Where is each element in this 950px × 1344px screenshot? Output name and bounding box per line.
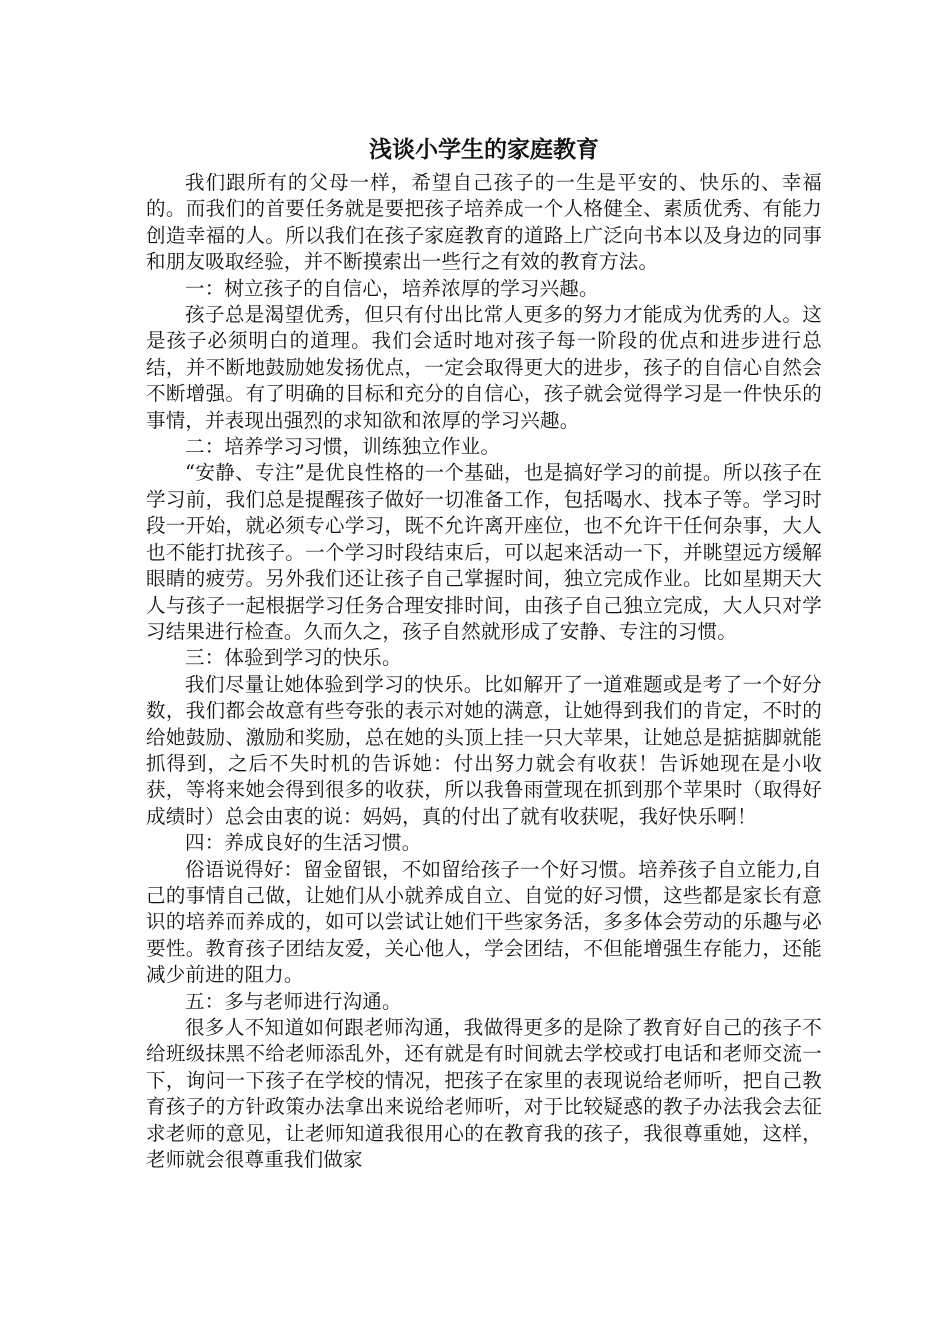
paragraph-section-5: 很多人不知道如何跟老师沟通，我做得更多的是除了教育好自己的孩子不给班级抹黑不给老师添乱外，还有就是有时间就去学校或打电话和老师交流一下，询问一下孩子在学校的情况，把孩子在家里的表现说给老师听，把自己教育孩子的方针政策办法拿出来说给老师听，对于比较疑惑的教子办法我会去征求老师的意见，让老师知道我很用心的在教育我的孩子，我很尊重她，这样，老师就会很尊重我们做家 xyxy=(146,1016,822,1172)
section-heading-2: 二：培养学习习惯，训练独立作业。 xyxy=(185,435,501,459)
paragraph-section-2: “安静、专注”是优良性格的一个基础，也是搞好学习的前提。所以孩子在学习前，我们总是提醒孩子做好一切准备工作，包括喝水、找本子等。学习时段一开始，就必须专心学习，既不允许离开座位，也不允许干任何杂事，大人也不能打扰孩子。一个学习时段结束后，可以起来活动一下，并眺望远方缓解眼睛的疲劳。另外我们还让孩子自己掌握时间，独立完成作业。比如星期天大人与孩子一起根据学习任务合理安排时间，由孩子自己独立完成，大人只对学习结果进行检查。久而久之，孩子自然就形成了安静、专注的习惯。 xyxy=(146,461,822,643)
section-heading-1: 一：树立孩子的自信心，培养浓厚的学习兴趣。 xyxy=(185,276,599,300)
section-heading-5: 五：多与老师进行沟通。 xyxy=(185,989,402,1013)
section-heading-4: 四：养成良好的生活习惯。 xyxy=(185,831,422,855)
paragraph-section-4: 俗语说得好：留金留银，不如留给孩子一个好习惯。培养孩子自立能力,自己的事情自己做，让她们从小就养成自立、自觉的好习惯，这些都是家长有意识的培养而养成的，如可以尝试让她们干些家务活，多多体会劳动的乐趣与必要性。教育孩子团结友爱，关心他人，学会团结，不但能增强生存能力，还能减少前进的阻力。 xyxy=(146,857,822,987)
paragraph-section-1: 孩子总是渴望优秀，但只有付出比常人更多的努力才能成为优秀的人。这是孩子必须明白的道理。我们会适时地对孩子每一阶段的优点和进步进行总结，并不断地鼓励她发扬优点，一定会取得更大的进步，孩子的自信心自然会不断增强。有了明确的目标和充分的自信心，孩子就会觉得学习是一件快乐的事情，并表现出强烈的求知欲和浓厚的学习兴趣。 xyxy=(146,303,822,432)
document-title: 浅谈小学生的家庭教育 xyxy=(369,136,599,163)
document-body xyxy=(146,130,822,1173)
paragraph-intro: 我们跟所有的父母一样，希望自己孩子的一生是平安的、快乐的、幸福的。而我们的首要任务就是要把孩子培养成一个人格健全、素质优秀、有能力创造幸福的人。所以我们在孩子家庭教育的道路上广泛向书本以及身边的同事和朋友吸取经验，并不断摸索出一些行之有效的教育方法。 xyxy=(146,171,822,274)
paragraph-section-3: 我们尽量让她体验到学习的快乐。比如解开了一道难题或是考了一个好分数，我们都会故意有些夸张的表示对她的满意，让她得到我们的肯定，不时的给她鼓励、激励和奖励，总在她的头顶上挂一只大苹果，让她总是掂掂脚就能抓得到，之后不失时机的告诉她：付出努力就会有收获！告诉她现在是小收获，等将来她会得到很多的收获，所以我鲁雨萱现在抓到那个苹果时（取得好成绩时）总会由衷的说：妈妈，真的付出了就有收获呢，我好快乐啊！ xyxy=(146,672,822,828)
section-heading-3: 三：体验到学习的快乐。 xyxy=(185,646,402,670)
